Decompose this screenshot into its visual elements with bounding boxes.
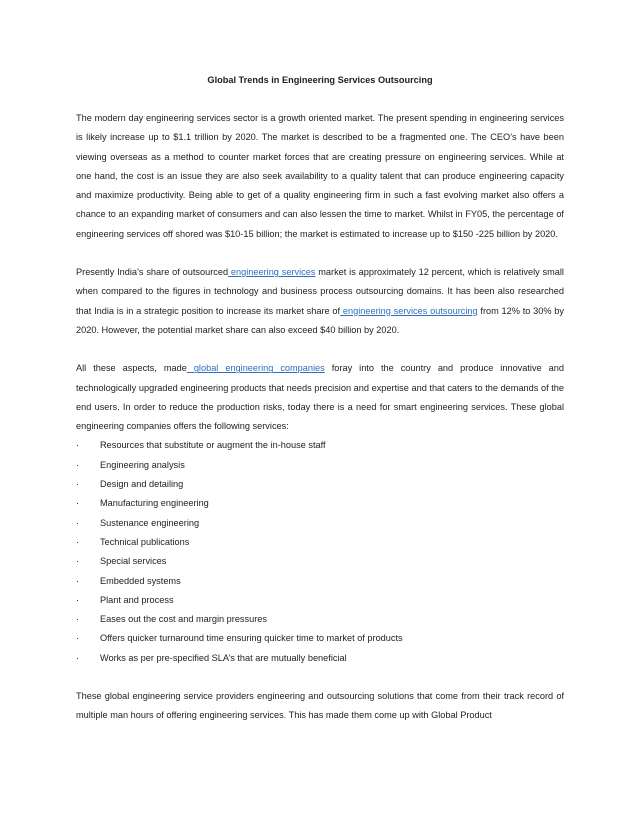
- service-label: Works as per pre-specified SLA’s that are mutually beneficial: [100, 652, 347, 663]
- service-list-item: [76, 629, 564, 648]
- bullet-icon: ·: [76, 556, 80, 567]
- paragraph-text: All these aspects, made: [76, 363, 187, 374]
- engineering-services-link[interactable]: engineering services: [228, 267, 316, 278]
- service-list-item: [76, 552, 564, 571]
- service-list-item: [76, 494, 564, 513]
- bullet-icon: ·: [76, 594, 80, 605]
- bullet-icon: ·: [76, 536, 80, 547]
- service-label: Manufacturing engineering: [100, 498, 209, 509]
- service-list-item: [76, 610, 564, 629]
- paragraph-aspects: [76, 359, 564, 436]
- service-label: Engineering analysis: [100, 459, 185, 470]
- bullet-icon: ·: [76, 633, 80, 644]
- bullet-icon: ·: [76, 440, 80, 451]
- service-list-item: [76, 591, 564, 610]
- service-label: Technical publications: [100, 536, 190, 547]
- service-label: Plant and process: [100, 594, 174, 605]
- service-label: Resources that substitute or augment the in-house staff: [100, 440, 326, 451]
- paragraph-india-share: [76, 263, 564, 340]
- service-label: Offers quicker turnaround time ensuring quicker time to market of products: [100, 633, 403, 644]
- paragraph-text: Presently India’s share of outsourced: [76, 267, 229, 278]
- bullet-icon: ·: [76, 652, 80, 663]
- services-list: [76, 436, 564, 668]
- service-list-item: [76, 456, 564, 475]
- service-list-item: [76, 533, 564, 552]
- paragraph-spending: The modern day engineering services sector is a growth oriented market. The present spending in engineering services is likely increase up to $1.1 trillion by 2020. The market is described to be a fragmented one. The CEO’s have been viewing overseas as a method to counter market forces that are creating pressure on engineering services. While at one hand, the cost is an issue they are also seek availability to a quality talent that can produce engineering capacity and maximize productivity. Being able to get of a quality engineering firm in such a fast evolving market also offers a chance to an expanding market of consumers and can also lessen the time to market. Whilst in FY05, the percentage of engineering services off shored was $10-15 billion; the market is estimated to increase up to $150 -225 billion by 2020.: [76, 113, 564, 239]
- bullet-icon: ·: [76, 575, 80, 586]
- paragraph-providers: These global engineering service providers engineering and outsourcing solutions that come from their track record of multiple man hours of offering engineering services. This has made them come up with Global Product: [76, 691, 564, 721]
- bullet-icon: ·: [76, 498, 80, 509]
- global-engineering-companies-link[interactable]: global engineering companies: [186, 363, 325, 374]
- paragraph-spacer: [76, 340, 564, 359]
- service-list-item: [76, 649, 564, 668]
- bullet-icon: ·: [76, 614, 80, 625]
- bullet-icon: ·: [76, 459, 80, 470]
- service-list-item: [76, 475, 564, 494]
- engineering-services-outsourcing-link[interactable]: engineering services outsourcing: [340, 305, 478, 316]
- service-label: Sustenance engineering: [100, 517, 200, 528]
- paragraph-text: foray into the country and produce innovative and technologically upgraded engineering products that needs precision and expertise and that caters to the demands of the end users. In order to reduce the production risks, today there is a need for smart engineering services. These global engineering companies offers the following services:: [76, 363, 564, 432]
- service-list-item: [76, 514, 564, 533]
- bullet-icon: ·: [76, 517, 80, 528]
- document-title: Global Trends in Engineering Services Outsourcing: [207, 75, 433, 85]
- paragraph-text: market is approximately 12 percent, which is relatively small when compared to the figures in technology and business process outsourcing domains. It has been also researched that India is in a strategic position to increase its market share of: [76, 267, 564, 316]
- service-label: Eases out the cost and margin pressures: [100, 614, 267, 625]
- bullet-icon: ·: [76, 479, 80, 490]
- service-label: Embedded systems: [100, 575, 181, 586]
- paragraph-spacer: [76, 668, 564, 687]
- paragraph-text: from 12% to 30% by 2020. However, the potential market share can also exceed $40 billion by 2020.: [76, 305, 564, 335]
- service-list-item: [76, 572, 564, 591]
- service-label: Special services: [100, 556, 167, 567]
- service-list-item: [76, 436, 564, 455]
- paragraph-spacer: [76, 244, 564, 263]
- service-label: Design and detailing: [100, 479, 184, 490]
